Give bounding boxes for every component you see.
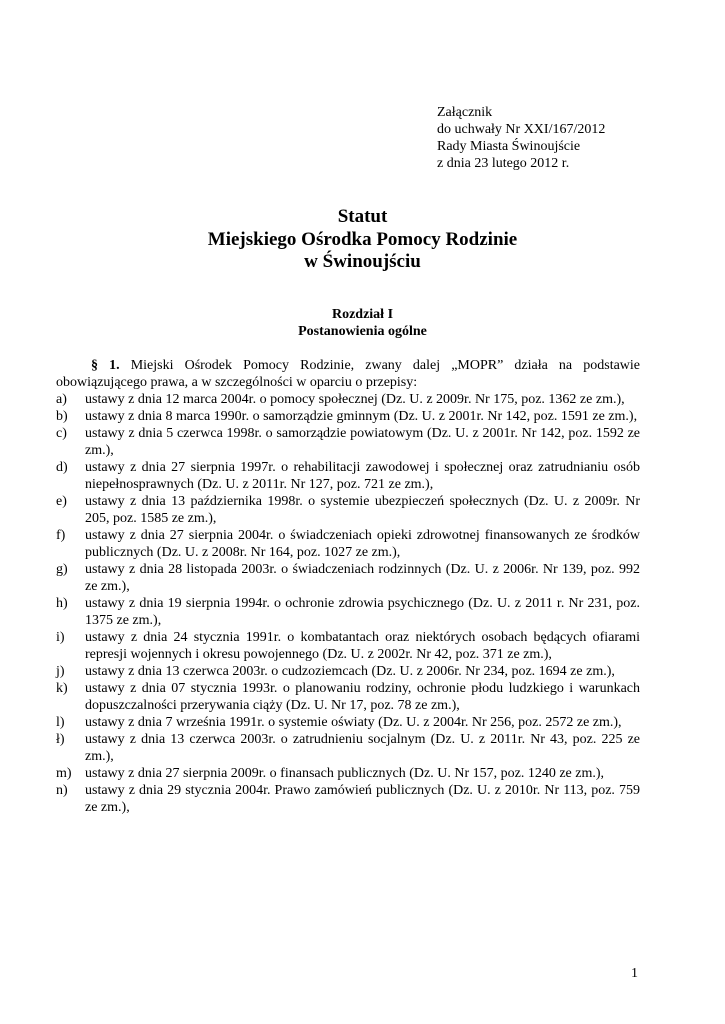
list-item-label: a) bbox=[56, 392, 67, 407]
list-item bbox=[56, 663, 640, 680]
list-item-label: c) bbox=[56, 426, 67, 441]
list-item-label: g) bbox=[56, 562, 68, 577]
list-item-label: j) bbox=[56, 664, 65, 679]
list-item-text: ustawy z dnia 07 stycznia 1993r. o planowaniu rodziny, ochronie płodu ludzkiego i warunkach dopuszczalności przerywania ciąży (Dz. U. Nr 17, poz. 78 ze zm.), bbox=[85, 681, 640, 713]
legal-basis-list bbox=[56, 391, 640, 816]
list-item-text: ustawy z dnia 5 czerwca 1998r. o samorządzie powiatowym (Dz. U. z 2001r. Nr 142, poz. 1592 ze zm.), bbox=[85, 426, 640, 458]
annex-line: z dnia 23 lutego 2012 r. bbox=[437, 156, 570, 171]
list-item bbox=[56, 595, 640, 629]
document-title bbox=[0, 206, 725, 274]
annex-line: do uchwały Nr XXI/167/2012 bbox=[437, 122, 606, 137]
title-line: w Świnoujściu bbox=[304, 251, 421, 272]
list-item bbox=[56, 680, 640, 714]
list-item bbox=[56, 714, 640, 731]
list-item-text: ustawy z dnia 29 stycznia 2004r. Prawo zamówień publicznych (Dz. U. z 2010r. Nr 113, poz. 759 ze zm.), bbox=[85, 783, 640, 815]
list-item-text: ustawy z dnia 13 czerwca 2003r. o cudzoziemcach (Dz. U. z 2006r. Nr 234, poz. 1694 ze zm.), bbox=[85, 664, 615, 679]
section-intro: Miejski Ośrodek Pomocy Rodzinie, zwany dalej „MOPR” działa na podstawie obowiązującego prawa, a w szczególności w oparciu o przepisy: bbox=[56, 358, 641, 390]
list-item-text: ustawy z dnia 27 sierpnia 2004r. o świadczeniach opieki zdrowotnej finansowanych ze środków publicznych (Dz. U. z 2008r. Nr 164, poz. 1027 ze zm.), bbox=[85, 528, 640, 560]
list-item bbox=[56, 629, 640, 663]
list-item-label: f) bbox=[56, 528, 66, 543]
chapter-heading bbox=[0, 306, 725, 340]
list-item bbox=[56, 391, 640, 408]
title-line: Miejskiego Ośrodka Pomocy Rodzinie bbox=[207, 228, 518, 250]
list-item-label: h) bbox=[56, 596, 68, 611]
list-item-label: k) bbox=[56, 681, 68, 696]
list-item-label: e) bbox=[56, 494, 67, 509]
list-item-text: ustawy z dnia 13 czerwca 2003r. o zatrudnieniu socjalnym (Dz. U. z 2011r. Nr 43, poz. 225 ze zm.), bbox=[85, 732, 640, 764]
list-item-label: m) bbox=[56, 766, 72, 781]
list-item-text: ustawy z dnia 8 marca 1990r. o samorządzie gminnym (Dz. U. z 2001r. Nr 142, poz. 1591 ze zm.), bbox=[85, 409, 638, 424]
list-item-text: ustawy z dnia 27 sierpnia 2009r. o finansach publicznych (Dz. U. Nr 157, poz. 1240 ze zm.), bbox=[85, 766, 605, 781]
chapter-number: Rozdział I bbox=[331, 307, 394, 322]
list-item-text: ustawy z dnia 19 sierpnia 1994r. o ochronie zdrowia psychicznego (Dz. U. z 2011 r. Nr 231, poz. 1375 ze zm.), bbox=[85, 596, 640, 628]
list-item-text: ustawy z dnia 28 listopada 2003r. o świadczeniach rodzinnych (Dz. U. z 2006r. Nr 139, poz. 992 ze zm.), bbox=[85, 562, 640, 594]
section-paragraph bbox=[56, 357, 640, 391]
page-number: 1 bbox=[631, 966, 638, 981]
list-item bbox=[56, 765, 640, 782]
list-item bbox=[56, 782, 640, 816]
annex-header bbox=[437, 104, 605, 172]
list-item-text: ustawy z dnia 27 sierpnia 1997r. o rehabilitacji zawodowej i społecznej oraz zatrudnianiu osób niepełnosprawnych (Dz. U. z 2011r. Nr 127, poz. 721 ze zm.), bbox=[85, 460, 640, 492]
annex-line: Załącznik bbox=[437, 105, 493, 120]
list-item-label: l) bbox=[56, 715, 65, 730]
list-item bbox=[56, 561, 640, 595]
list-item-text: ustawy z dnia 12 marca 2004r. o pomocy społecznej (Dz. U. z 2009r. Nr 175, poz. 1362 ze zm.), bbox=[85, 392, 625, 407]
section-marker: § 1. bbox=[91, 358, 120, 373]
list-item-text: ustawy z dnia 7 września 1991r. o systemie oświaty (Dz. U. z 2004r. Nr 256, poz. 2572 ze zm.), bbox=[85, 715, 622, 730]
list-item bbox=[56, 527, 640, 561]
chapter-name: Postanowienia ogólne bbox=[298, 324, 427, 339]
list-item bbox=[56, 459, 640, 493]
list-item-label: d) bbox=[56, 460, 68, 475]
list-item bbox=[56, 408, 640, 425]
list-item-text: ustawy z dnia 24 stycznia 1991r. o kombatantach oraz niektórych osobach będących ofiarami represji wojennych i okresu powojennego (Dz. U. z 2002r. Nr 42, poz. 371 ze zm.), bbox=[85, 630, 640, 662]
list-item bbox=[56, 425, 640, 459]
list-item-text: ustawy z dnia 13 października 1998r. o systemie ubezpieczeń społecznych (Dz. U. z 2009r. Nr 205, poz. 1585 ze zm.), bbox=[85, 494, 640, 526]
list-item bbox=[56, 493, 640, 527]
list-item bbox=[56, 731, 640, 765]
list-item-label: b) bbox=[56, 409, 68, 424]
document-body bbox=[56, 357, 640, 816]
list-item-label: n) bbox=[56, 783, 68, 798]
annex-line: Rady Miasta Świnoujście bbox=[437, 139, 581, 154]
title-line: Statut bbox=[337, 206, 388, 227]
list-item-label: i) bbox=[56, 630, 65, 645]
list-item-label: ł) bbox=[56, 732, 65, 747]
